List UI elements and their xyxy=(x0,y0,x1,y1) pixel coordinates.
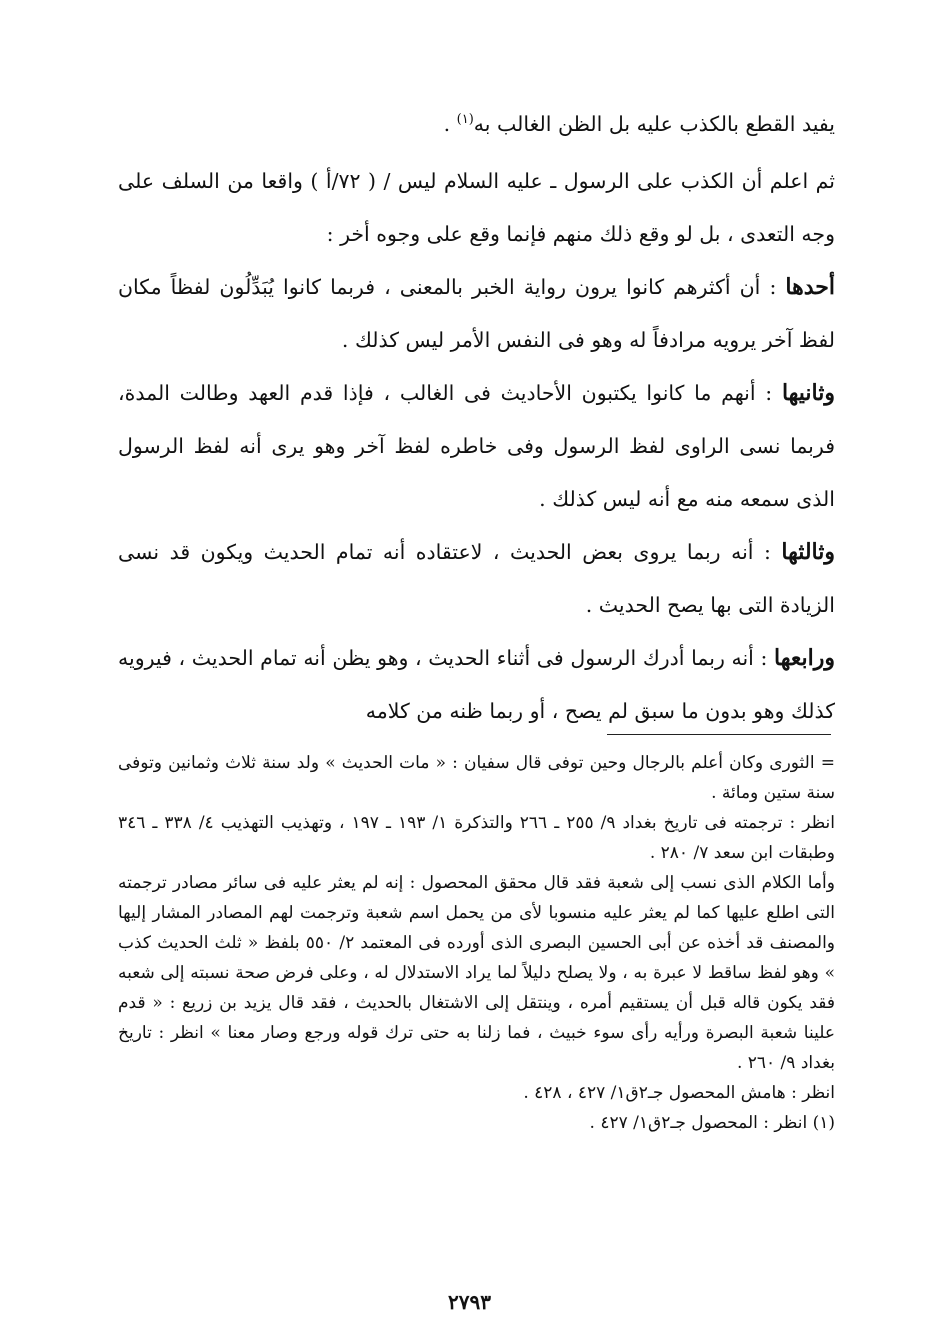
footnote-biography-refs: انظر : ترجمته فى تاريخ بغداد ٩/ ٢٥٥ ـ ٢٦٦ والتذكرة ١/ ١٩٣ ـ ١٩٧ ، وتهذيب التهذيب ٤/ ٣٣٨ ـ ٣٤٦ وطبقات ابن سعد ٧/ ٢٨٠ . xyxy=(118,813,835,863)
fourth-reason-text: : أنه ربما أدرك الرسول فى أثناء الحديث ، وهو يظن أنه تمام الحديث ، فيرويه كذلك وهو بدون ما سبق لم يصح ، أو ربما ظنه من كلامه xyxy=(118,646,835,723)
third-reason-text: : أنه ربما يروى بعض الحديث ، لاعتقاده أنه تمام الحديث ويكون قد نسى الزيادة التى بها يصح الحديث . xyxy=(118,540,835,617)
first-reason-heading: أحدها xyxy=(785,274,835,300)
main-text xyxy=(118,98,835,738)
first-reason-text: : أن أكثرهم كانوا يرون رواية الخبر بالمعنى ، فربما كانوا يُبَدِّلُون لفظاً مكان لفظ آخر يرويه مرادفاً له وهو فى النفس الأمر ليس كذلك . xyxy=(118,275,835,352)
paragraph-fourth-reason xyxy=(118,632,835,738)
paragraph-first-reason xyxy=(118,261,835,367)
paragraph-0-text: يفيد القطع بالكذب عليه بل الظن الغالب به xyxy=(473,112,835,136)
fourth-reason-heading: ورابعها xyxy=(774,645,835,671)
footnotes xyxy=(118,748,835,1138)
footnote-mahsul-margin-ref: انظر : هامش المحصول جـ٢ق١/ ٤٢٧ ، ٤٢٨ . xyxy=(523,1083,835,1103)
second-reason-text: : أنهم ما كانوا يكتبون الأحاديث فى الغالب ، فإذا قدم العهد وطالت المدة، فربما نسى الراوى لفظ الرسول وفى خاطره لفظ آخر وهو يرى أنه لفظ الرسول الذى سمعه منه مع أنه ليس كذلك . xyxy=(118,381,835,511)
third-reason-heading: وثالثها xyxy=(781,539,835,565)
paragraph-0 xyxy=(118,98,835,151)
second-reason-heading: وثانيها xyxy=(781,380,835,406)
footnote-shuba-discussion: وأما الكلام الذى نسب إلى شعبة فقد قال محقق المحصول : إنه لم يعثر عليه فى سائر مصادر ترجمته التى اطلع عليها كما لم يعثر عليه منسوبا لأى من يحمل اسم شعبة وترجمت لهم المصادر المشار إليها والمصنف قد أخذه عن أبى الحسين البصرى الذى أورده فى المعتمد ٢/ ٥٥٠ بلفظ « ثلث الحديث كذب » وهو لفظ ساقط لا عبرة به ، ولا يصلح دليلاً لما يراد الاستدلال له ، وعلى فرض صحة نسبته إلى شعبه فقد يكون قاله قبل أن يستقيم أمره ، وينتقل إلى الاشتغال بالحديث ، فقد قال يزيد بن زريع : « قدم علينا شعبة البصرة ورأيه رأى سوء خبيث ، فما زلنا به حتى ترك قوله ورجع وصار معنا » انظر : تاريخ بغداد ٩/ ٢٦٠ . xyxy=(118,873,836,1073)
paragraph-0-end: . xyxy=(443,112,457,136)
footnote-1: (١) انظر : المحصول جـ٢ق١/ ٤٢٧ . xyxy=(589,1113,835,1133)
paragraph-second-reason xyxy=(118,367,835,526)
page-number: ٢٧٩٣ xyxy=(448,1290,491,1314)
paragraph-third-reason xyxy=(118,526,835,632)
footnote-divider xyxy=(607,734,831,735)
paragraph-1: ثم اعلم أن الكذب على الرسول ـ عليه السلام ليس / ( ٧٢/أ ) واقعا من السلف على وجه التعدى ، بل لو وقع ذلك منهم فإنما وقع على وجوه أخر : xyxy=(118,169,835,246)
footnote-continuation: = الثورى وكان أعلم بالرجال وحين توفى قال سفيان : « مات الحديث » ولد سنة ثلاث وثمانين وتوفى سنة ستين ومائة . xyxy=(118,753,835,803)
footnote-ref-1: (١) xyxy=(456,112,474,128)
